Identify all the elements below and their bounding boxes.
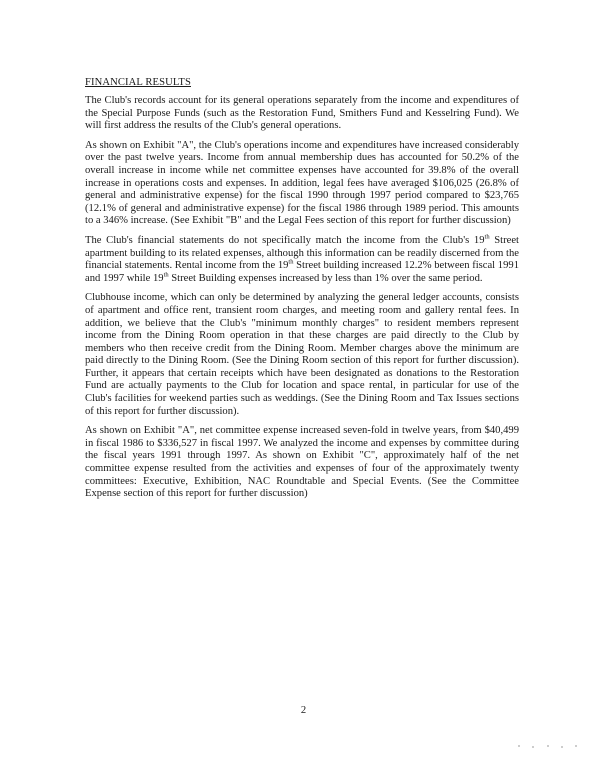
- ordinal-superscript: th: [163, 271, 169, 279]
- paragraph-text: Street building increased 12.2% between fiscal 1991 and 1997 while 19: [85, 260, 519, 284]
- paragraph-list: [85, 95, 519, 501]
- ordinal-superscript: th: [288, 258, 294, 266]
- ordinal-superscript: th: [484, 233, 490, 241]
- body-paragraph: [85, 235, 519, 285]
- scan-speck: [547, 745, 549, 747]
- body-paragraph: [85, 292, 519, 418]
- section-heading: FINANCIAL RESULTS: [85, 77, 191, 88]
- paragraph-text: Street Building expenses increased by less than 1% over the same period.: [168, 272, 483, 284]
- scan-speck: [561, 746, 563, 748]
- body-paragraph: [85, 140, 519, 228]
- paragraph-text: As shown on Exhibit "A", the Club's operations income and expenditures have increased considerably over the past twelve years. Income from annual membership dues has accounted for 50.2% of the overall increase in income while net committee expenses have accounted for 39.8% of the overall increase in operations costs and expenses. In addition, legal fees have averaged $106,025 (26.8% of general and administrative expense) for the fiscal 1990 through 1997 period compared to $23,765 (12.1% of general and administrative expense) for the fiscal 1986 through 1989 period. This amounts to a 346% increase. (See Exhibit "B" and the Legal Fees section of this report for further discussion): [85, 139, 519, 227]
- paragraph-text: The Club's financial statements do not specifically match the income from the Club's 19: [85, 234, 485, 246]
- paragraph-text: As shown on Exhibit "A", net committee expense increased seven-fold in twelve years, from $40,499 in fiscal 1986 to $336,527 in fiscal 1997. We analyzed the income and expenses by committee during the fiscal years 1991 through 1997. As shown on Exhibit "C", approximately half of the net committee expense resulted from the activities and expenses of four of the approximately twenty committees: Executive, Exhibition, NAC Roundtable and Special Events. (See the Committee Expense section of this report for further discussion): [85, 425, 519, 500]
- paragraph-text: Street apartment building to its related expenses, although this information can be readily discerned from the financial statements. Rental income from the 19: [85, 234, 519, 272]
- scan-speck: [518, 745, 520, 747]
- paragraph-text: The Club's records account for its general operations separately from the income and expenditures of the Special Purpose Funds (such as the Restoration Fund, Smithers Fund and Kesselring Fund). We will first address the results of the Club's general operations.: [85, 95, 519, 132]
- body-paragraph: [85, 95, 519, 133]
- paragraph-text: Clubhouse income, which can only be determined by analyzing the general ledger accounts, consists of apartment and office rent, transient room charges, and meeting room and gallery rental fees. In addition, we believe that the Club's "minimum monthly charges" to resident members represent income from the Dining Room operation in that these charges are paid directly to the Club by members who then receive credit from the Dining Room. Member charges above the minimum are paid directly to the Dining Room. (See the Dining Room section of this report for further discussion). Further, it appears that certain receipts which have been designated as donations to the Restoration Fund are actually payments to the Club for location and space rental, in particular for use of the Club's facilities for weekend parties such as weddings. (See the Dining Room and Tax Issues sections of this report for further discussion).: [85, 292, 519, 417]
- scan-speck: [575, 745, 577, 747]
- document-body: [85, 76, 519, 508]
- page-number: 2: [300, 705, 307, 716]
- scan-speck: [532, 746, 534, 748]
- body-paragraph: [85, 425, 519, 501]
